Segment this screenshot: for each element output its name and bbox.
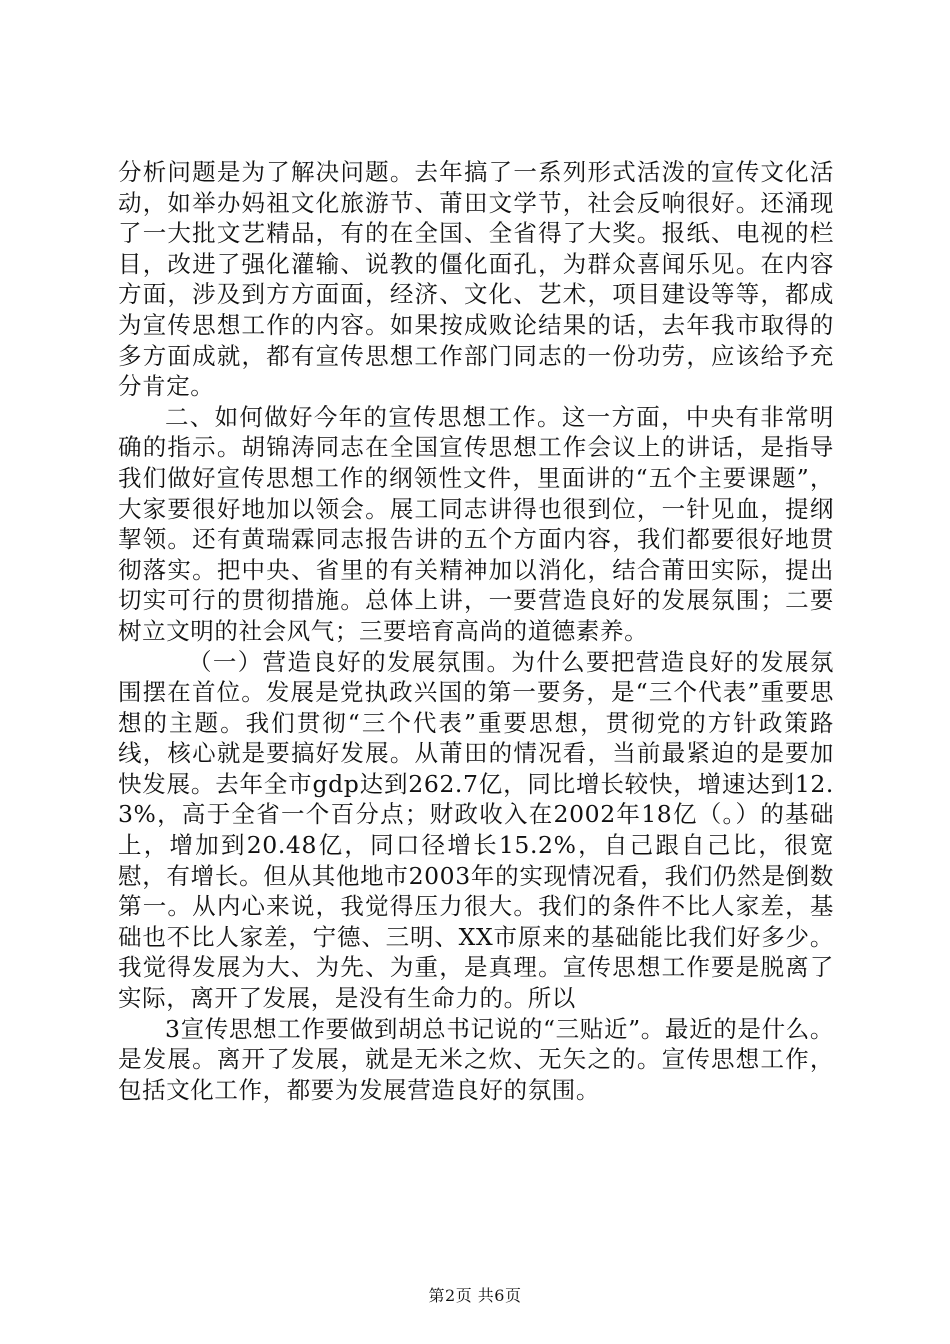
paragraph-analysis: 分析问题是为了解决问题。去年搞了一系列形式活泼的宣传文化活动，如举办妈祖文化旅游节、莆田文学节，社会反响很好。还涌现了一大批文艺精品，有的在全国、全省得了大奖。报纸、电视的栏目，改进了强化灌输、说教的僵化面孔，为群众喜闻乐见。在内容方面，涉及到方方面面，经济、文化、艺术，项目建设等等，都成为宣传思想工作的内容。如果按成败论结果的话，去年我市取得的多方面成就，都有宣传思想工作部门同志的一份功劳，应该给予充分肯定。	[118, 158, 834, 401]
paragraph-subsection-one: （一）营造良好的发展氛围。为什么要把营造良好的发展氛围摆在首位。发展是党执政兴国的第一要务，是“三个代表”重要思想的主题。我们贯彻“三个代表”重要思想，贯彻党的方针政策路线，核心就是要搞好发展。从莆田的情况看，当前最紧迫的是要加快发展。去年全市gdp达到262.7亿，同比增长较快，增速达到12.3%，高于全省一个百分点；财政收入在2002年18亿（。）的基础上，增加到20.48亿，同口径增长15.2%，自己跟自己比，很宽慰，有增长。但从其他地市2003年的实现情况看，我们仍然是倒数第一。从内心来说，我觉得压力很大。我们的条件不比人家差，基础也不比人家差，宁德、三明、XX市原来的基础能比我们好多少。我觉得发展为大、为先、为重，是真理。宣传思想工作要是脱离了实际，离开了发展，是没有生命力的。所以	[118, 647, 834, 1013]
paragraph-section-two: 二、如何做好今年的宣传思想工作。这一方面，中央有非常明确的指示。胡锦涛同志在全国宣传思想工作会议上的讲话，是指导我们做好宣传思想工作的纲领性文件，里面讲的“五个主要课题”，大家要很好地加以领会。展工同志讲得也很到位，一针见血，提纲挈领。还有黄瑞霖同志报告讲的五个方面内容，我们都要很好地贯彻落实。把中央、省里的有关精神加以消化，结合莆田实际，提出切实可行的贯彻措施。总体上讲，一要营造良好的发展氛围；二要树立文明的社会风气；三要培育高尚的道德素养。	[118, 402, 834, 645]
page-footer: 第2页 共6页	[428, 1286, 522, 1305]
document-body	[118, 157, 834, 1105]
paragraph-three-close: 3宣传思想工作要做到胡总书记说的“三贴近”。最近的是什么。是发展。离开了发展，就是无米之炊、无矢之的。宣传思想工作，包括文化工作，都要为发展营造良好的氛围。	[118, 1014, 834, 1104]
